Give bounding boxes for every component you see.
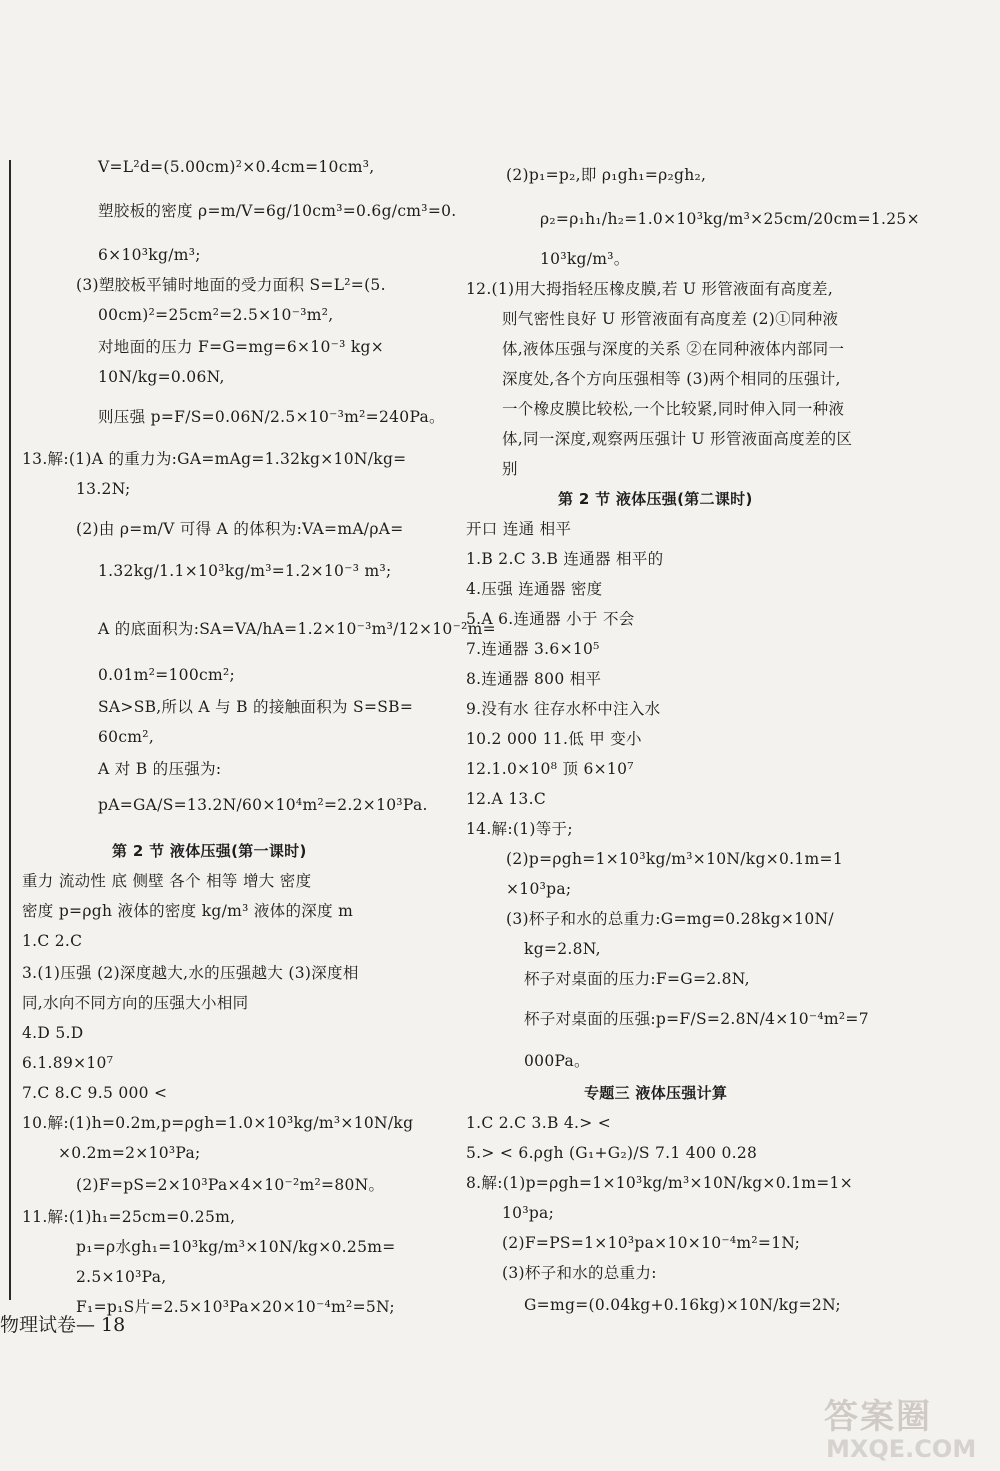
- watermark-url: MXQE.COM: [826, 1435, 977, 1463]
- answer-line: (2)p₁=p₂,即 ρ₁gh₁=ρ₂gh₂,: [506, 166, 707, 184]
- answer-line: (3)塑胶板平铺时地面的受力面积 S=L²=(5.: [76, 276, 386, 294]
- answer-line: 10³kg/m³。: [540, 250, 630, 268]
- answer-line: p₁=ρ水gh₁=10³kg/m³×10N/kg×0.25m=: [76, 1238, 396, 1256]
- answer-line: 7.C 8.C 9.5 000 <: [22, 1084, 168, 1102]
- answer-line: ×0.2m=2×10³Pa;: [58, 1144, 201, 1162]
- answer-line: A 的底面积为:SA=VA/hA=1.2×10⁻³m³/12×10⁻²m=: [98, 620, 496, 638]
- answer-line: (2)F=pS=2×10³Pa×4×10⁻²m²=80N。: [76, 1176, 385, 1194]
- answer-line: SA>SB,所以 A 与 B 的接触面积为 S=SB=: [98, 698, 414, 716]
- answer-line: 9.没有水 往存水杯中注入水: [466, 700, 661, 718]
- answer-line: kg=2.8N,: [524, 940, 601, 958]
- answer-line: 10³pa;: [502, 1204, 555, 1222]
- answer-line: (3)杯子和水的总重力:G=mg=0.28kg×10N/: [506, 910, 834, 928]
- answer-line: 则压强 p=F/S=0.06N/2.5×10⁻³m²=240Pa。: [98, 408, 445, 426]
- answer-line: (2)p=ρgh=1×10³kg/m³×10N/kg×0.1m=1: [506, 850, 843, 868]
- answer-line: 3.(1)压强 (2)深度越大,水的压强越大 (3)深度相: [22, 964, 359, 982]
- answer-line: V=L²d=(5.00cm)²×0.4cm=10cm³,: [98, 158, 375, 176]
- answer-line: (2)由 ρ=m/V 可得 A 的体积为:VA=mA/ρA=: [76, 520, 404, 538]
- answer-line: A 对 B 的压强为:: [98, 760, 222, 778]
- answer-line: 体,同一深度,观察两压强计 U 形管液面高度差的区: [502, 430, 853, 448]
- answer-line: 13.解:(1)A 的重力为:GA=mAg=1.32kg×10N/kg=: [22, 450, 407, 468]
- answer-line: 4.压强 连通器 密度: [466, 580, 603, 598]
- answer-line: 1.32kg/1.1×10³kg/m³=1.2×10⁻³ m³;: [98, 562, 392, 580]
- page-footer: 物理试卷— 18: [0, 1314, 126, 1336]
- watermark-logo: [820, 1385, 995, 1465]
- answer-line: 10.解:(1)h=0.2m,p=ρgh=1.0×10³kg/m³×10N/kg: [22, 1114, 414, 1132]
- answer-line: 重力 流动性 底 侧壁 各个 相等 增大 密度: [22, 872, 312, 890]
- answer-line: (3)杯子和水的总重力:: [502, 1264, 657, 1282]
- answer-line: 同,水向不同方向的压强大小相同: [22, 994, 249, 1012]
- answer-line: 密度 p=ρgh 液体的密度 kg/m³ 液体的深度 m: [22, 902, 354, 920]
- answer-line: 0.01m²=100cm²;: [98, 666, 236, 684]
- watermark-title: 答案圈: [824, 1397, 932, 1437]
- answer-line: 60cm²,: [98, 728, 155, 746]
- answer-line: 别: [502, 460, 518, 478]
- answer-line: 12.(1)用大拇指轻压橡皮膜,若 U 形管液面有高度差,: [466, 280, 834, 298]
- section-heading: 第 2 节 液体压强(第二课时): [558, 490, 753, 508]
- answer-line: 开口 连通 相平: [466, 520, 572, 538]
- answer-line: F₁=p₁S片=2.5×10³Pa×20×10⁻⁴m²=5N;: [76, 1298, 395, 1316]
- answer-line: G=mg=(0.04kg+0.16kg)×10N/kg=2N;: [524, 1296, 841, 1314]
- answer-line: 6×10³kg/m³;: [98, 246, 201, 264]
- margin-rule: [9, 160, 11, 1300]
- answer-line: 11.解:(1)h₁=25cm=0.25m,: [22, 1208, 236, 1226]
- answer-line: 13.2N;: [76, 480, 131, 498]
- answer-line: 杯子对桌面的压力:F=G=2.8N,: [524, 970, 750, 988]
- answer-line: 4.D 5.D: [22, 1024, 84, 1042]
- answer-line: 体,液体压强与深度的关系 ②在同种液体内部同一: [502, 340, 845, 358]
- answer-line: 7.连通器 3.6×10⁵: [466, 640, 600, 658]
- answer-line: 10.2 000 11.低 甲 变小: [466, 730, 642, 748]
- answer-line: ρ₂=ρ₁h₁/h₂=1.0×10³kg/m³×25cm/20cm=1.25×: [540, 210, 920, 228]
- section-heading: 专题三 液体压强计算: [584, 1084, 728, 1102]
- answer-line: 12.1.0×10⁸ 顶 6×10⁷: [466, 760, 634, 778]
- answer-line: 8.解:(1)p=ρgh=1×10³kg/m³×10N/kg×0.1m=1×: [466, 1174, 853, 1192]
- answer-line: 1.B 2.C 3.B 连通器 相平的: [466, 550, 664, 568]
- answer-line: 00cm)²=25cm²=2.5×10⁻³m²,: [98, 306, 334, 324]
- answer-line: 8.连通器 800 相平: [466, 670, 602, 688]
- answer-line: 一个橡皮膜比较松,一个比较紧,同时伸入同一种液: [502, 400, 845, 418]
- answer-line: 杯子对桌面的压强:p=F/S=2.8N/4×10⁻⁴m²=7: [524, 1010, 869, 1028]
- answer-line: 1.C 2.C 3.B 4.> <: [466, 1114, 612, 1132]
- answer-line: 000Pa。: [524, 1052, 590, 1070]
- answer-line: 14.解:(1)等于;: [466, 820, 573, 838]
- answer-line: 5.A 6.连通器 小于 不会: [466, 610, 635, 628]
- answer-line: 塑胶板的密度 ρ=m/V=6g/10cm³=0.6g/cm³=0.: [98, 202, 457, 220]
- answer-line: pA=GA/S=13.2N/60×10⁴m²=2.2×10³Pa.: [98, 796, 428, 814]
- answer-line: 深度处,各个方向压强相等 (3)两个相同的压强计,: [502, 370, 841, 388]
- answer-line: 2.5×10³Pa,: [76, 1268, 167, 1286]
- answer-line: 10N/kg=0.06N,: [98, 368, 225, 386]
- section-heading: 第 2 节 液体压强(第一课时): [112, 842, 307, 860]
- answer-line: 6.1.89×10⁷: [22, 1054, 114, 1072]
- answer-line: 5.> < 6.ρgh (G₁+G₂)/S 7.1 400 0.28: [466, 1144, 758, 1162]
- answer-line: 则气密性良好 U 形管液面有高度差 (2)①同种液: [502, 310, 839, 328]
- answer-line: (2)F=PS=1×10³pa×10×10⁻⁴m²=1N;: [502, 1234, 801, 1252]
- answer-line: ×10³pa;: [506, 880, 572, 898]
- answer-line: 12.A 13.C: [466, 790, 546, 808]
- answer-line: 1.C 2.C: [22, 932, 83, 950]
- answer-line: 对地面的压力 F=G=mg=6×10⁻³ kg×: [98, 338, 385, 356]
